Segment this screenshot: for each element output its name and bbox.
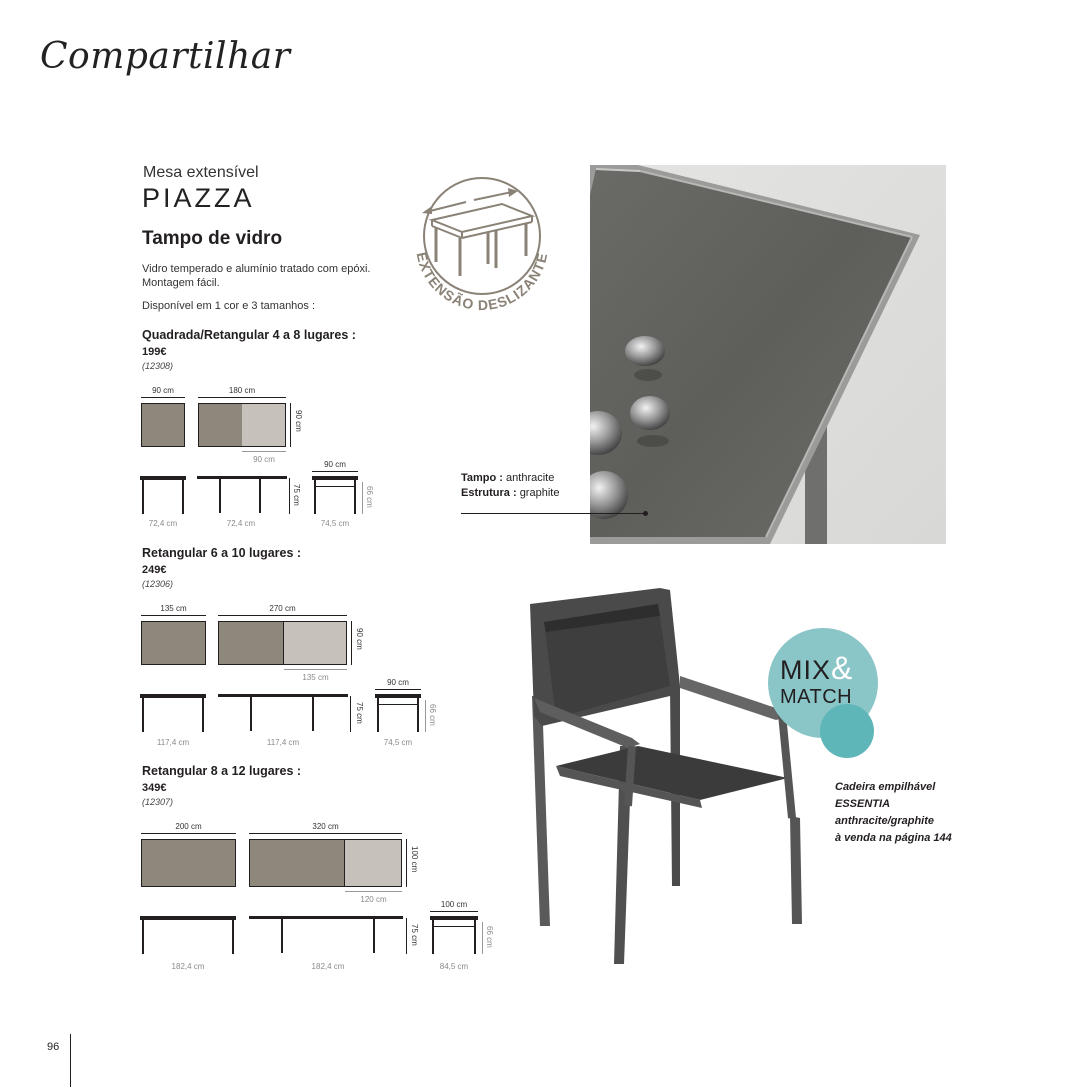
size-2-closed-width: 135 cm xyxy=(160,604,187,613)
dim-line xyxy=(141,833,236,834)
estrutura-value: graphite xyxy=(519,487,560,499)
size-1-side-height: 66 cm xyxy=(365,486,374,508)
size-2-ref: (12306) xyxy=(142,579,174,589)
mix-match-accent-circle xyxy=(820,704,874,758)
size-1-depth: 90 cm xyxy=(294,410,303,432)
size-1-open-top xyxy=(198,403,242,447)
size-3-leg-front-2: 182,4 cm xyxy=(311,962,345,971)
table-photo xyxy=(590,165,946,544)
chair-caption-line-3: anthracite/graphite xyxy=(835,815,935,827)
estrutura-label: Estrutura : xyxy=(461,487,517,499)
svg-text:EXTENSÃO DESLIZANTE xyxy=(414,251,551,313)
size-1-leg-side: 74,5 cm xyxy=(320,519,350,528)
chair-photo xyxy=(520,586,810,970)
size-1-price: 199€ xyxy=(142,346,167,358)
size-2-depth: 90 cm xyxy=(355,628,364,650)
size-3-depth: 100 cm xyxy=(410,846,419,873)
photo-caption-tampo xyxy=(461,472,554,484)
chair-caption-line-2: ESSENTIA xyxy=(835,798,891,810)
size-2-leg-front-1: 117,4 cm xyxy=(156,738,190,747)
size-3-side-elevation xyxy=(430,916,478,954)
caption-leader-dot xyxy=(643,511,648,516)
header-script-title: Compartilhar xyxy=(40,36,291,77)
size-1-height: 75 cm xyxy=(292,484,301,506)
size-3-ref: (12307) xyxy=(142,797,174,807)
page-number: 96 xyxy=(47,1041,60,1053)
size-2-open-width: 270 cm xyxy=(269,604,296,613)
description-line-1: Vidro temperado e alumínio tratado com epóxi. xyxy=(142,263,371,275)
size-2-front-elevation xyxy=(140,694,206,732)
size-3-open-elevation xyxy=(249,916,403,954)
size-3-title: Retangular 8 a 12 lugares : xyxy=(142,764,302,778)
badge-text: EXTENSÃO DESLIZANTE xyxy=(413,250,551,314)
size-3-leg-side: 84,5 cm xyxy=(439,962,469,971)
size-1-leg-front-2: 72,4 cm xyxy=(226,519,256,528)
size-2-side-width: 90 cm xyxy=(387,678,409,687)
size-1-front-elevation xyxy=(140,476,186,514)
size-1-extension-leaf xyxy=(242,403,286,447)
description-line-2: Montagem fácil. xyxy=(142,277,220,289)
size-3-price: 349€ xyxy=(142,782,167,794)
size-1-leg-front-1: 72,4 cm xyxy=(148,519,178,528)
availability-text: Disponível em 1 cor e 3 tamanhos : xyxy=(142,300,316,312)
dim-line xyxy=(218,615,347,616)
size-3-leg-front-1: 182,4 cm xyxy=(171,962,205,971)
chair-caption-line-4: à venda na página 144 xyxy=(835,832,952,844)
dim-line xyxy=(425,700,426,732)
mix-word: MIX xyxy=(780,655,832,685)
size-1-title: Quadrada/Retangular 4 a 8 lugares : xyxy=(142,328,356,342)
ampersand: & xyxy=(831,650,854,686)
size-2-side-height: 66 cm xyxy=(428,704,437,726)
dim-line xyxy=(406,839,407,887)
dim-line xyxy=(249,833,402,834)
size-1-closed-top xyxy=(141,403,185,447)
size-1-side-width: 90 cm xyxy=(324,460,346,469)
size-2-leg-front-2: 117,4 cm xyxy=(266,738,300,747)
size-1-open-elevation xyxy=(197,476,287,514)
mix-text xyxy=(780,650,853,687)
dim-line xyxy=(406,918,407,954)
size-3-open-top xyxy=(249,839,345,887)
size-2-open-top xyxy=(218,621,284,665)
size-1-ref: (12308) xyxy=(142,361,174,371)
dim-line xyxy=(198,397,286,398)
dim-line xyxy=(375,689,421,690)
size-3-extension: 120 cm xyxy=(360,895,387,904)
dim-line xyxy=(290,403,291,447)
size-1-extension: 90 cm xyxy=(253,455,275,464)
photo-caption-estrutura xyxy=(461,487,559,499)
dim-line xyxy=(482,922,483,954)
dim-line xyxy=(345,891,402,892)
size-2-extension-leaf xyxy=(284,621,347,665)
size-2-open-elevation xyxy=(218,694,348,732)
size-2-closed-top xyxy=(141,621,206,665)
chair-caption-line-1: Cadeira empilhável xyxy=(835,781,936,793)
size-1-closed-width: 90 cm xyxy=(152,386,174,395)
size-2-extension: 135 cm xyxy=(302,673,329,682)
size-3-side-width: 100 cm xyxy=(440,900,468,909)
dim-line xyxy=(284,669,347,670)
size-2-title: Retangular 6 a 10 lugares : xyxy=(142,546,302,560)
size-3-extension-leaf xyxy=(345,839,402,887)
size-3-front-elevation xyxy=(140,916,236,954)
tampo-value: anthracite xyxy=(506,472,555,484)
caption-leader-line xyxy=(461,513,646,514)
size-3-closed-width: 200 cm xyxy=(175,822,202,831)
size-2-side-elevation xyxy=(375,694,421,732)
dim-line xyxy=(351,621,352,665)
chair-caption xyxy=(835,779,952,847)
size-3-closed-top xyxy=(141,839,236,887)
product-kicker: Mesa extensível xyxy=(143,164,259,181)
size-1-side-elevation xyxy=(312,476,358,514)
tampo-label: Tampo : xyxy=(461,472,503,484)
product-subtitle: Tampo de vidro xyxy=(142,228,283,249)
dim-line xyxy=(430,911,478,912)
dim-line xyxy=(141,615,206,616)
size-3-open-width: 320 cm xyxy=(312,822,339,831)
sliding-extension-icon xyxy=(404,164,560,314)
mix-match-badge xyxy=(768,628,878,758)
size-2-height: 75 cm xyxy=(355,702,364,724)
dim-line xyxy=(242,451,286,452)
size-2-leg-side: 74,5 cm xyxy=(383,738,413,747)
product-name: PIAZZA xyxy=(142,183,255,213)
size-2-price: 249€ xyxy=(142,564,167,576)
size-3-side-height: 66 cm xyxy=(485,926,494,948)
dim-line xyxy=(312,471,358,472)
sliding-extension-badge xyxy=(404,164,560,314)
dim-line xyxy=(141,397,185,398)
dim-line xyxy=(289,478,290,514)
dim-line xyxy=(362,482,363,514)
size-1-open-width: 180 cm xyxy=(228,386,256,395)
dim-line xyxy=(350,696,351,732)
match-word: MATCH xyxy=(780,686,853,708)
size-3-height: 75 cm xyxy=(410,924,419,946)
footer-rule xyxy=(70,1034,71,1087)
